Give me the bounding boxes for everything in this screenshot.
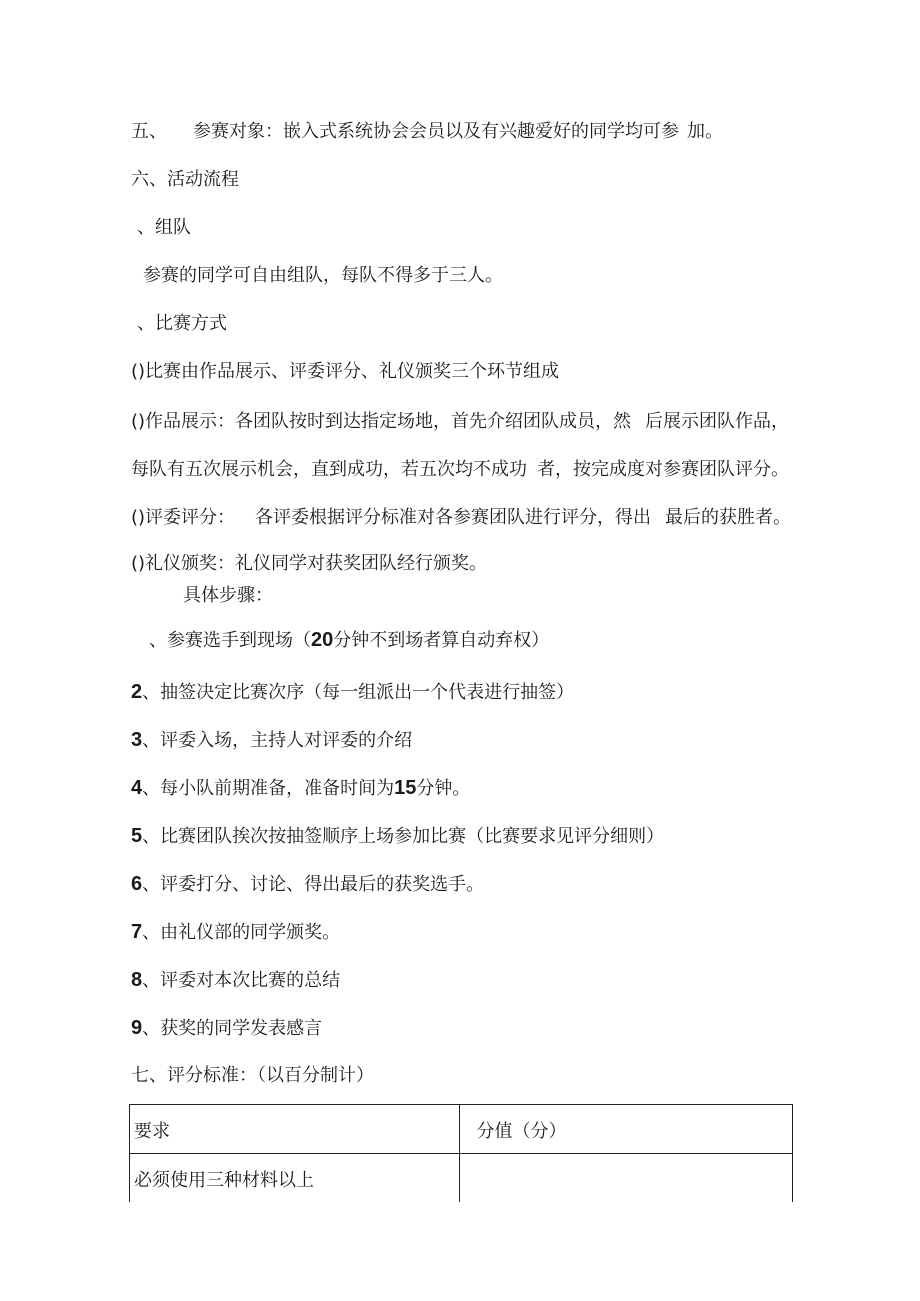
step-5-text: 、比赛团队挨次按抽签顺序上场参加比赛（比赛要求见评分细则） [142, 826, 665, 847]
method-item-3-tail: 者，按完成度对参赛团队评分。 [537, 459, 789, 480]
step-6 [131, 872, 484, 897]
step-4-tail: 分钟。 [416, 778, 471, 799]
step-6-num: 6 [131, 873, 143, 895]
method-heading: 、比赛方式 [137, 313, 227, 334]
step-4 [131, 776, 470, 801]
step-4-num: 4 [131, 777, 143, 799]
step-8-num: 8 [131, 969, 143, 991]
step-2-num: 2 [131, 681, 143, 703]
table-header-score: 分值（分） [460, 1105, 793, 1154]
step-9-num: 9 [131, 1017, 143, 1039]
method-item-3 [131, 458, 789, 482]
method-item-4-mid: 各评委根据评分标准对各参赛团队进行评分，得出 [255, 507, 652, 528]
step-5-num: 5 [131, 825, 143, 847]
step-6-text: 、评委打分、讨论、得出最后的获奖选手。 [142, 874, 485, 895]
step-1 [149, 628, 549, 653]
step-9-text: 、获奖的同学发表感言 [142, 1018, 323, 1039]
table-cell-requirement: 必须使用三种材料以上 [130, 1154, 460, 1202]
table-cell-score [460, 1154, 793, 1202]
method-item-3-text: 每队有五次展示机会，直到成功，若五次均不成功 [131, 459, 527, 480]
table-header-requirement: 要求 [130, 1105, 460, 1154]
step-1-num: 20 [311, 629, 334, 651]
table-row [130, 1154, 793, 1202]
method-item-1: ()比赛由作品展示、评委评分、礼仪颁奖三个环节组成 [131, 361, 560, 382]
step-3-text: 、评委入场，主持人对评委的介绍 [142, 730, 413, 751]
step-3 [131, 728, 412, 753]
section5-label: 五、 [131, 121, 167, 142]
step-7 [131, 920, 340, 945]
step-7-num: 7 [131, 921, 143, 943]
step-2 [131, 680, 574, 705]
scoring-table [129, 1104, 793, 1202]
step-1-pre: 、参赛选手到现场（ [149, 630, 311, 651]
method-item-5: ()礼仪颁奖：礼仪同学对获奖团队经行颁奖。 [131, 553, 488, 574]
section5-tail: 加。 [687, 121, 723, 142]
team-heading: 、组队 [137, 217, 191, 238]
step-1-post: 分钟不到场者算自动弃权） [333, 630, 550, 651]
step-8-text: 、评委对本次比赛的总结 [142, 970, 341, 991]
method-item-4 [131, 506, 791, 530]
section5-line [131, 120, 723, 144]
step-5 [131, 824, 664, 849]
step-9 [131, 1016, 322, 1041]
method-item-2-text: ()作品展示：各团队按时到达指定场地，首先介绍团队成员，然 [131, 411, 632, 432]
table-header-row [130, 1105, 793, 1154]
step-2-text: 、抽签决定比赛次序（每一组派出一个代表进行抽签） [142, 682, 575, 703]
step-3-num: 3 [131, 729, 143, 751]
method-item-2 [131, 410, 789, 434]
section7-title: 七、评分标准：（以百分制计） [131, 1065, 374, 1086]
steps-heading: 具体步骤： [183, 585, 273, 606]
section5-text: 参赛对象：嵌入式系统协会会员以及有兴趣爱好的同学均可参 [193, 121, 679, 142]
method-item-4-tail: 最后的获胜者。 [665, 507, 792, 528]
team-text: 参赛的同学可自由组队，每队不得多于三人。 [143, 265, 503, 286]
method-item-2-tail: 后展示团队作品， [645, 411, 790, 432]
step-4-text: 、每小队前期准备，准备时间为 [142, 778, 395, 799]
method-item-4-text: ()评委评分： [131, 507, 236, 528]
step-4-num2: 15 [394, 777, 417, 799]
step-7-text: 、由礼仪部的同学颁奖。 [142, 922, 341, 943]
section6-title: 六、活动流程 [131, 169, 239, 190]
step-8 [131, 968, 340, 993]
